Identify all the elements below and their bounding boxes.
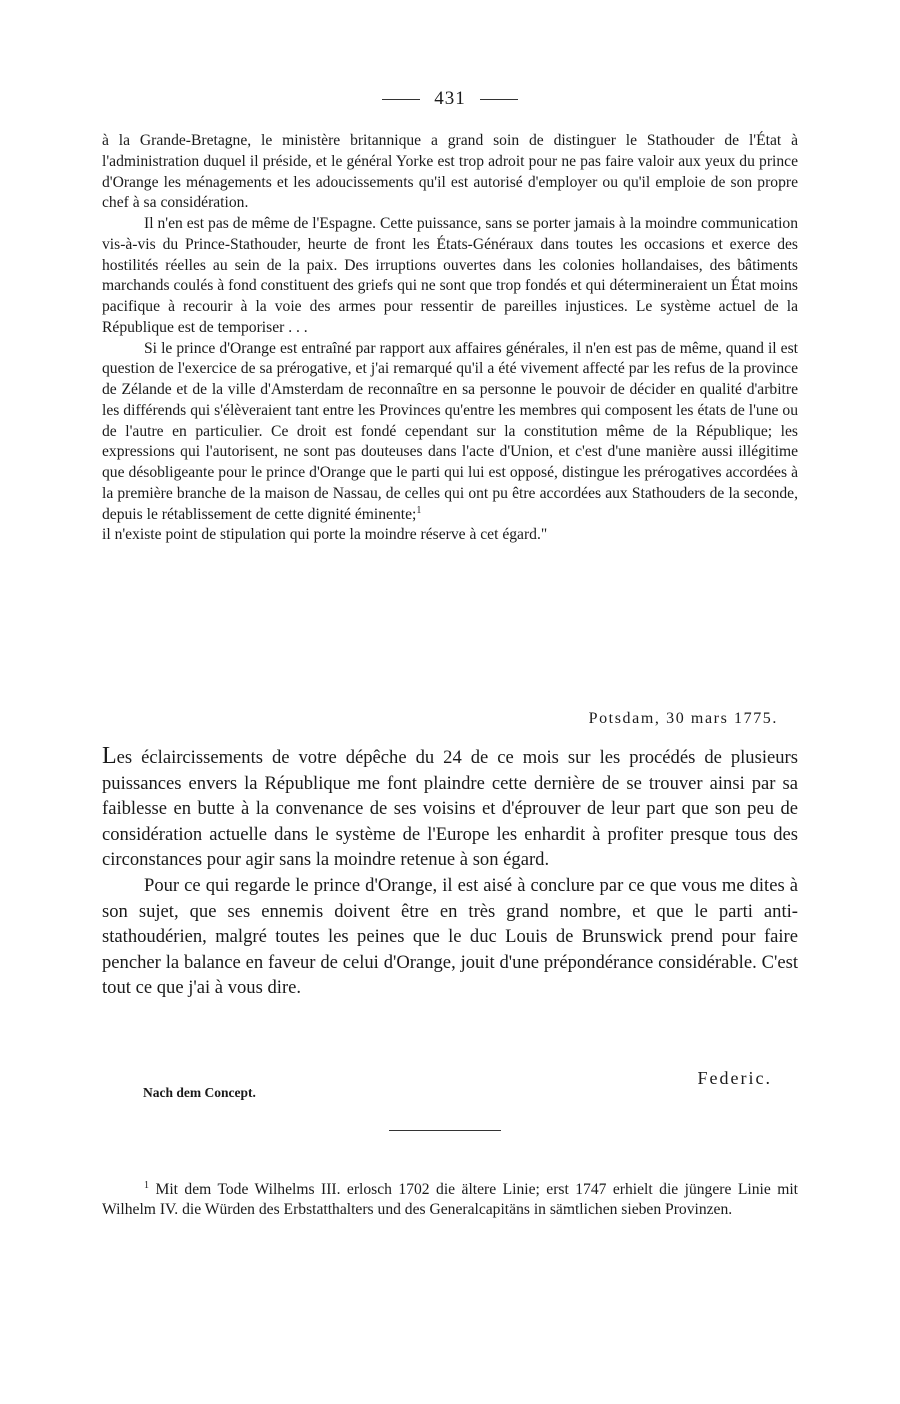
letter-paragraph: Pour ce qui regarde le prince d'Orange, il est aisé à conclure par ce que vous me dites à son sujet, que ses ennemis doivent être en très grand nombre, et que le parti anti-stathoudérien, malgré toutes les peines que le duc Louis de Brunswick prend pour faire pencher la balance en faveur de celui d'Orange, jouit d'une prépondérance considérable. C'est tout ce que j'ai à vous dire. (102, 874, 798, 999)
header-dash-right (480, 99, 518, 100)
footnote (102, 1180, 798, 1220)
page-number: 431 (434, 88, 466, 109)
quote-paragraph: il n'existe point de stipulation qui porte la moindre réserve à cet égard." (102, 526, 548, 544)
footnote-reference: 1 (416, 504, 422, 516)
letter-date: Potsdam, 30 mars 1775. (588, 710, 778, 727)
quote-paragraph (102, 339, 798, 526)
letter-paragraph: Les éclaircissements de votre dépêche du 24 de ce mois sur les procédés de plusieurs puissances envers la République me font plaindre cette dernière de se trouver ainsi par sa faiblesse en butte à la convenance de ses voisins et d'éprouver de leur part que son peu de considération actuelle dans le système de l'Europe les enhardit à profiter presque tous des circonstances pour agir sans la moindre retenue à son égard. (102, 743, 798, 871)
quote-paragraph: à la Grande-Bretagne, le ministère britannique a grand soin de distinguer le Stathouder de l'État à l'administration duquel il préside, et le général Yorke est trop adroit pour ne pas faire valoir aux yeux du prince d'Orange les ménagements et les adoucissements qu'il est autorisé d'employer ou qu'il emploie de son propre chef à sa considération. (102, 132, 798, 212)
footnote-text: Mit dem Tode Wilhelms III. erlosch 1702 die ältere Linie; erst 1747 erhielt die jüngere Linie mit Wilhelm IV. die Würden des Erbstatthalters und des Generalcapitäns in sämtlichen sieben Provinzen. (102, 1181, 798, 1218)
source-note: Nach dem Concept. (143, 1085, 256, 1100)
quote-paragraph-text: Si le prince d'Orange est entraîné par rapport aux affaires générales, il n'en est pas de même, quand il est question de l'exercice de sa prérogative, et j'ai remarqué qu'il a été vivement affecté par les refus de la province de Zélande et de la ville d'Amsterdam de reconnaître en sa personne le pouvoir de décider en qualité d'arbitre les différends qui s'élèveraient tant entre les Provinces qu'entre les membres qui composent les états de l'une ou de l'autre en particulier. Ce droit est fondé cependant sur la constitution même de la République; les expressions qui l'autorisent, ne sont pas douteuses dans l'acte d'Union, et c'est d'une manière aussi illégitime que désobligeante pour le prince d'Orange que le parti qui lui est opposé, distingue les prérogatives accordées à la première branche de la maison de Nassau, de celles qui ont pu être accordées aux Stathouders de la seconde, depuis le rétablissement de cette dignité éminente; (102, 339, 798, 523)
footnote-divider (389, 1130, 501, 1131)
header-dash-left (382, 99, 420, 100)
quoted-report (102, 131, 798, 546)
quote-paragraph: Il n'en est pas de même de l'Espagne. Cette puissance, sans se porter jamais à la moindre communication vis-à-vis du Prince-Stathouder, heurte de front les États-Généraux dans toutes les occasions et exerce des hostilités réelles au sein de la paix. Des irruptions ouvertes dans les colonies hollandaises, des bâtiments marchands coulés à fond constituent des griefs qui ne sont que trop fondés et qui détermineraient un État moins pacifique à recourir à la voie des armes pour ressentir de pareilles injustices. Le système actuel de la République est de temporiser . . . (102, 215, 798, 336)
footnote-marker: 1 (144, 1179, 149, 1191)
signature: Federic. (697, 1068, 772, 1088)
page-header (0, 88, 900, 110)
letter-body (102, 744, 798, 1001)
